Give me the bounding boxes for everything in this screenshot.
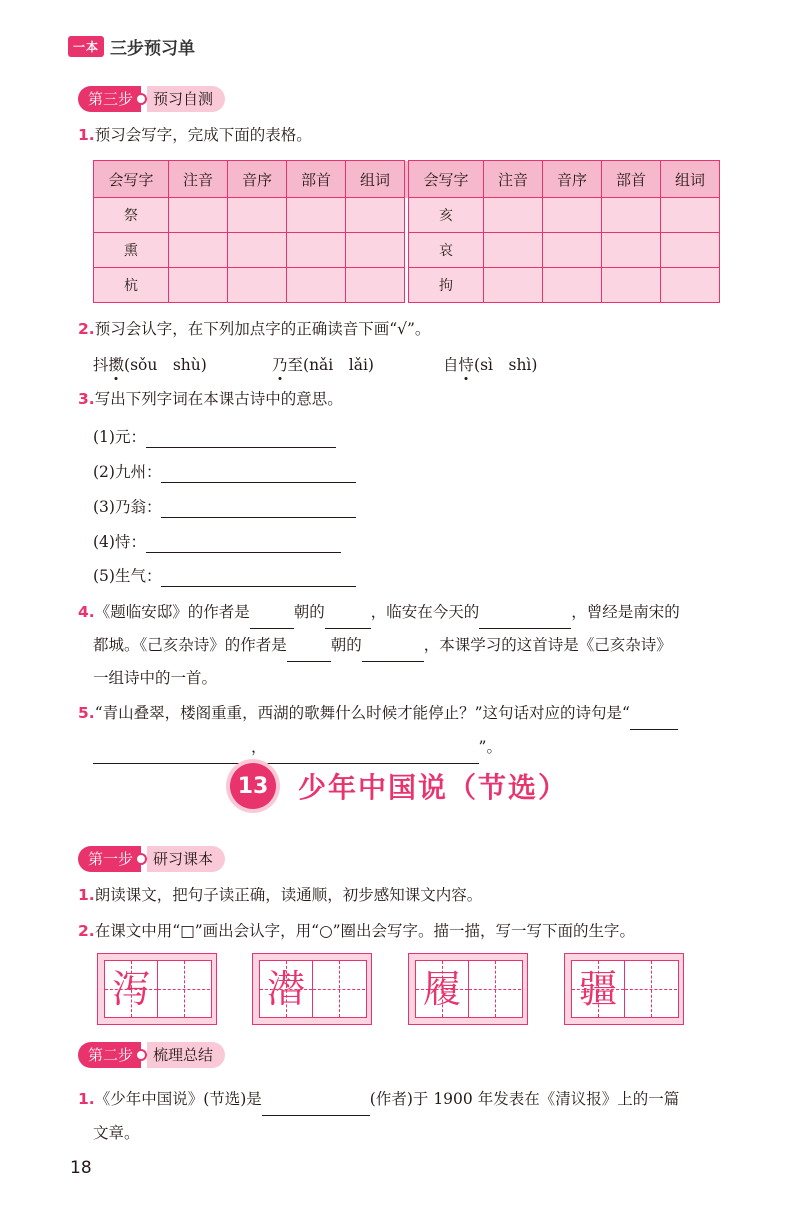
- step2-tag: [78, 1042, 225, 1068]
- question-number: 3.: [78, 390, 95, 408]
- question-text: ”。: [478, 738, 502, 756]
- trace-grid: [415, 960, 523, 1018]
- table-cell: 亥: [409, 198, 484, 233]
- trace-char: 履: [422, 967, 461, 1011]
- table-row: [94, 268, 720, 303]
- step-dot-icon: [135, 853, 147, 865]
- step1-question-1: [78, 884, 482, 906]
- answer-line[interactable]: [161, 568, 356, 587]
- question-text: ，曾经是南宋的: [571, 603, 680, 621]
- answer-cell[interactable]: [661, 268, 720, 303]
- table-header: 会写字: [409, 161, 484, 198]
- meaning-item: [93, 531, 341, 553]
- answer-cell[interactable]: [602, 268, 661, 303]
- step1-name: 研习课本: [147, 846, 225, 872]
- answer-line[interactable]: [146, 534, 341, 553]
- answer-cell[interactable]: [346, 268, 405, 303]
- table-header: 组词: [346, 161, 405, 198]
- q5-line-2: [78, 730, 738, 764]
- question-number: 1.: [78, 1090, 95, 1108]
- answer-line[interactable]: [630, 711, 678, 730]
- write-cell[interactable]: [158, 961, 210, 1017]
- answer-cell[interactable]: [543, 198, 602, 233]
- table-header: 部首: [602, 161, 661, 198]
- question-number: 1.: [78, 126, 95, 144]
- table-header: 会写字: [94, 161, 169, 198]
- table-cell: 杭: [94, 268, 169, 303]
- trace-box[interactable]: [408, 953, 528, 1025]
- step3-label: 第三步: [78, 86, 141, 112]
- trace-cell: [416, 961, 469, 1017]
- question-number: 2.: [78, 320, 95, 338]
- answer-cell[interactable]: [602, 233, 661, 268]
- trace-box[interactable]: [564, 953, 684, 1025]
- meaning-label: (4)恃：: [93, 533, 146, 551]
- question-text: 《题临安邸》的作者是: [94, 603, 250, 621]
- trace-char: 泻: [111, 967, 150, 1011]
- question-number: 4.: [78, 603, 95, 621]
- answer-cell[interactable]: [543, 268, 602, 303]
- step1-question-2: [78, 920, 635, 942]
- meaning-item: [93, 426, 336, 448]
- reading-item-2[interactable]: [272, 354, 374, 376]
- answer-line[interactable]: [161, 499, 356, 518]
- answer-cell[interactable]: [346, 198, 405, 233]
- question-3: [78, 388, 343, 410]
- table-cell: 祭: [94, 198, 169, 233]
- meaning-item: [93, 565, 356, 587]
- answer-cell[interactable]: [287, 268, 346, 303]
- q5-line-1: [78, 696, 738, 730]
- answer-cell[interactable]: [169, 198, 228, 233]
- answer-line[interactable]: [362, 643, 424, 662]
- question-text: ，: [251, 738, 267, 756]
- question-text: (作者)于 1900 年发表在《清议报》上的一篇: [369, 1090, 680, 1108]
- trace-cell: [572, 961, 625, 1017]
- answer-cell[interactable]: [661, 198, 720, 233]
- table-row: [94, 233, 720, 268]
- answer-line[interactable]: [161, 464, 356, 483]
- answer-line[interactable]: [262, 1097, 370, 1116]
- table-header-row: [94, 161, 720, 198]
- dotted-char: 恃: [458, 356, 475, 374]
- question-text: 写出下列字词在本课古诗中的意思。: [94, 390, 343, 408]
- table-header: 注音: [169, 161, 228, 198]
- lesson-title: [230, 763, 568, 809]
- question-text: “青山叠翠，楼阁重重，西湖的歌舞什么时候才能停止？”这句话对应的诗句是“: [94, 704, 630, 722]
- question-text: 文章。: [93, 1124, 140, 1142]
- reading-options: 至(nǎi lǎi): [287, 356, 374, 374]
- table-cell: 哀: [409, 233, 484, 268]
- page-number: 18: [70, 1158, 92, 1178]
- trace-grid: [571, 960, 679, 1018]
- trace-cell: [105, 961, 158, 1017]
- question-1: [78, 124, 312, 146]
- table-header: 音序: [543, 161, 602, 198]
- trace-char: 疆: [578, 967, 617, 1011]
- question-text: 在课文中用“□”画出会认字，用“○”圈出会写字。描一描，写一写下面的生字。: [94, 922, 636, 940]
- answer-cell[interactable]: [169, 268, 228, 303]
- reading-item-3[interactable]: [443, 354, 537, 376]
- table-header: 注音: [484, 161, 543, 198]
- q4-line-2: [78, 629, 738, 662]
- reading-text: 自: [443, 356, 459, 374]
- answer-line[interactable]: [267, 745, 479, 764]
- table-cell: 拘: [409, 268, 484, 303]
- write-cell[interactable]: [625, 961, 677, 1017]
- question-text: 预习会写字，完成下面的表格。: [94, 126, 312, 144]
- brand-logo: 一本: [68, 36, 104, 57]
- answer-cell[interactable]: [661, 233, 720, 268]
- write-cell[interactable]: [469, 961, 521, 1017]
- answer-cell[interactable]: [169, 233, 228, 268]
- trace-box[interactable]: [252, 953, 372, 1025]
- meaning-label: (3)乃翁：: [93, 498, 162, 516]
- table-header: 组词: [661, 161, 720, 198]
- answer-cell[interactable]: [228, 198, 287, 233]
- step-dot-icon: [135, 93, 147, 105]
- answer-cell[interactable]: [602, 198, 661, 233]
- question-text: 朝的: [330, 636, 362, 654]
- q4-line-1: [78, 596, 738, 629]
- answer-cell[interactable]: [228, 233, 287, 268]
- s2q1-line-1: [78, 1082, 738, 1116]
- answer-cell[interactable]: [346, 233, 405, 268]
- reading-options: (sǒu shù): [124, 356, 207, 374]
- lesson-number-badge: 13: [230, 763, 276, 809]
- question-number: 1.: [78, 886, 95, 904]
- reading-item-1[interactable]: [93, 354, 207, 376]
- step3-tag: [78, 86, 225, 112]
- character-table: [93, 160, 720, 303]
- question-5: [78, 696, 738, 764]
- reading-options: (sì shì): [474, 356, 538, 374]
- table-header: 部首: [287, 161, 346, 198]
- answer-cell[interactable]: [287, 233, 346, 268]
- step2-label: 第二步: [78, 1042, 141, 1068]
- trace-cell: [260, 961, 313, 1017]
- meaning-item: [93, 461, 356, 483]
- question-2: [78, 318, 430, 340]
- trace-grid: [259, 960, 367, 1018]
- step2-name: 梳理总结: [147, 1042, 225, 1068]
- question-text: ，本课学习的这首诗是《己亥杂诗》: [423, 636, 672, 654]
- answer-cell[interactable]: [484, 198, 543, 233]
- question-text: 预习会认字，在下列加点字的正确读音下画“√”。: [94, 320, 431, 338]
- table-cell: 熏: [94, 233, 169, 268]
- question-text: 都城。《己亥杂诗》的作者是: [93, 636, 287, 654]
- question-text: ，临安在今天的: [370, 603, 480, 621]
- question-text: 一组诗中的一首。: [93, 669, 218, 687]
- answer-line[interactable]: [146, 429, 336, 448]
- meaning-label: (2)九州：: [93, 463, 162, 481]
- answer-line[interactable]: [250, 610, 294, 629]
- reading-text: 抖: [93, 356, 109, 374]
- section-title: 三步预习单: [110, 39, 196, 59]
- answer-line[interactable]: [325, 610, 371, 629]
- s2q1-line-2: [78, 1116, 738, 1150]
- answer-line[interactable]: [93, 745, 251, 764]
- write-cell[interactable]: [313, 961, 365, 1017]
- step2-question-1: [78, 1082, 738, 1150]
- question-text: 《少年中国说》(节选)是: [94, 1090, 262, 1108]
- meaning-label: (5)生气：: [93, 567, 162, 585]
- answer-cell[interactable]: [484, 268, 543, 303]
- answer-line[interactable]: [287, 643, 331, 662]
- trace-char: 潜: [266, 967, 305, 1011]
- answer-cell[interactable]: [228, 268, 287, 303]
- answer-cell[interactable]: [484, 233, 543, 268]
- lesson-title-text: 少年中国说（节选）: [298, 771, 569, 804]
- answer-cell[interactable]: [287, 198, 346, 233]
- meaning-label: (1)元：: [93, 428, 146, 446]
- trace-box[interactable]: [97, 953, 217, 1025]
- step1-tag: [78, 846, 225, 872]
- table-header: 音序: [228, 161, 287, 198]
- table-row: [94, 198, 720, 233]
- answer-line[interactable]: [479, 610, 571, 629]
- question-text: 朗读课文，把句子读正确，读通顺，初步感知课文内容。: [94, 886, 483, 904]
- q4-line-3: [78, 662, 738, 695]
- question-text: 朝的: [293, 603, 325, 621]
- question-number: 5.: [78, 704, 95, 722]
- question-4: [78, 596, 738, 695]
- meaning-item: [93, 496, 356, 518]
- step1-label: 第一步: [78, 846, 141, 872]
- answer-cell[interactable]: [543, 233, 602, 268]
- step-dot-icon: [135, 1049, 147, 1061]
- trace-grid: [104, 960, 212, 1018]
- question-number: 2.: [78, 922, 95, 940]
- dotted-char: 乃: [272, 356, 288, 374]
- dotted-char: 擞: [108, 356, 125, 374]
- book-brand: [68, 34, 195, 59]
- step3-name: 预习自测: [147, 86, 225, 112]
